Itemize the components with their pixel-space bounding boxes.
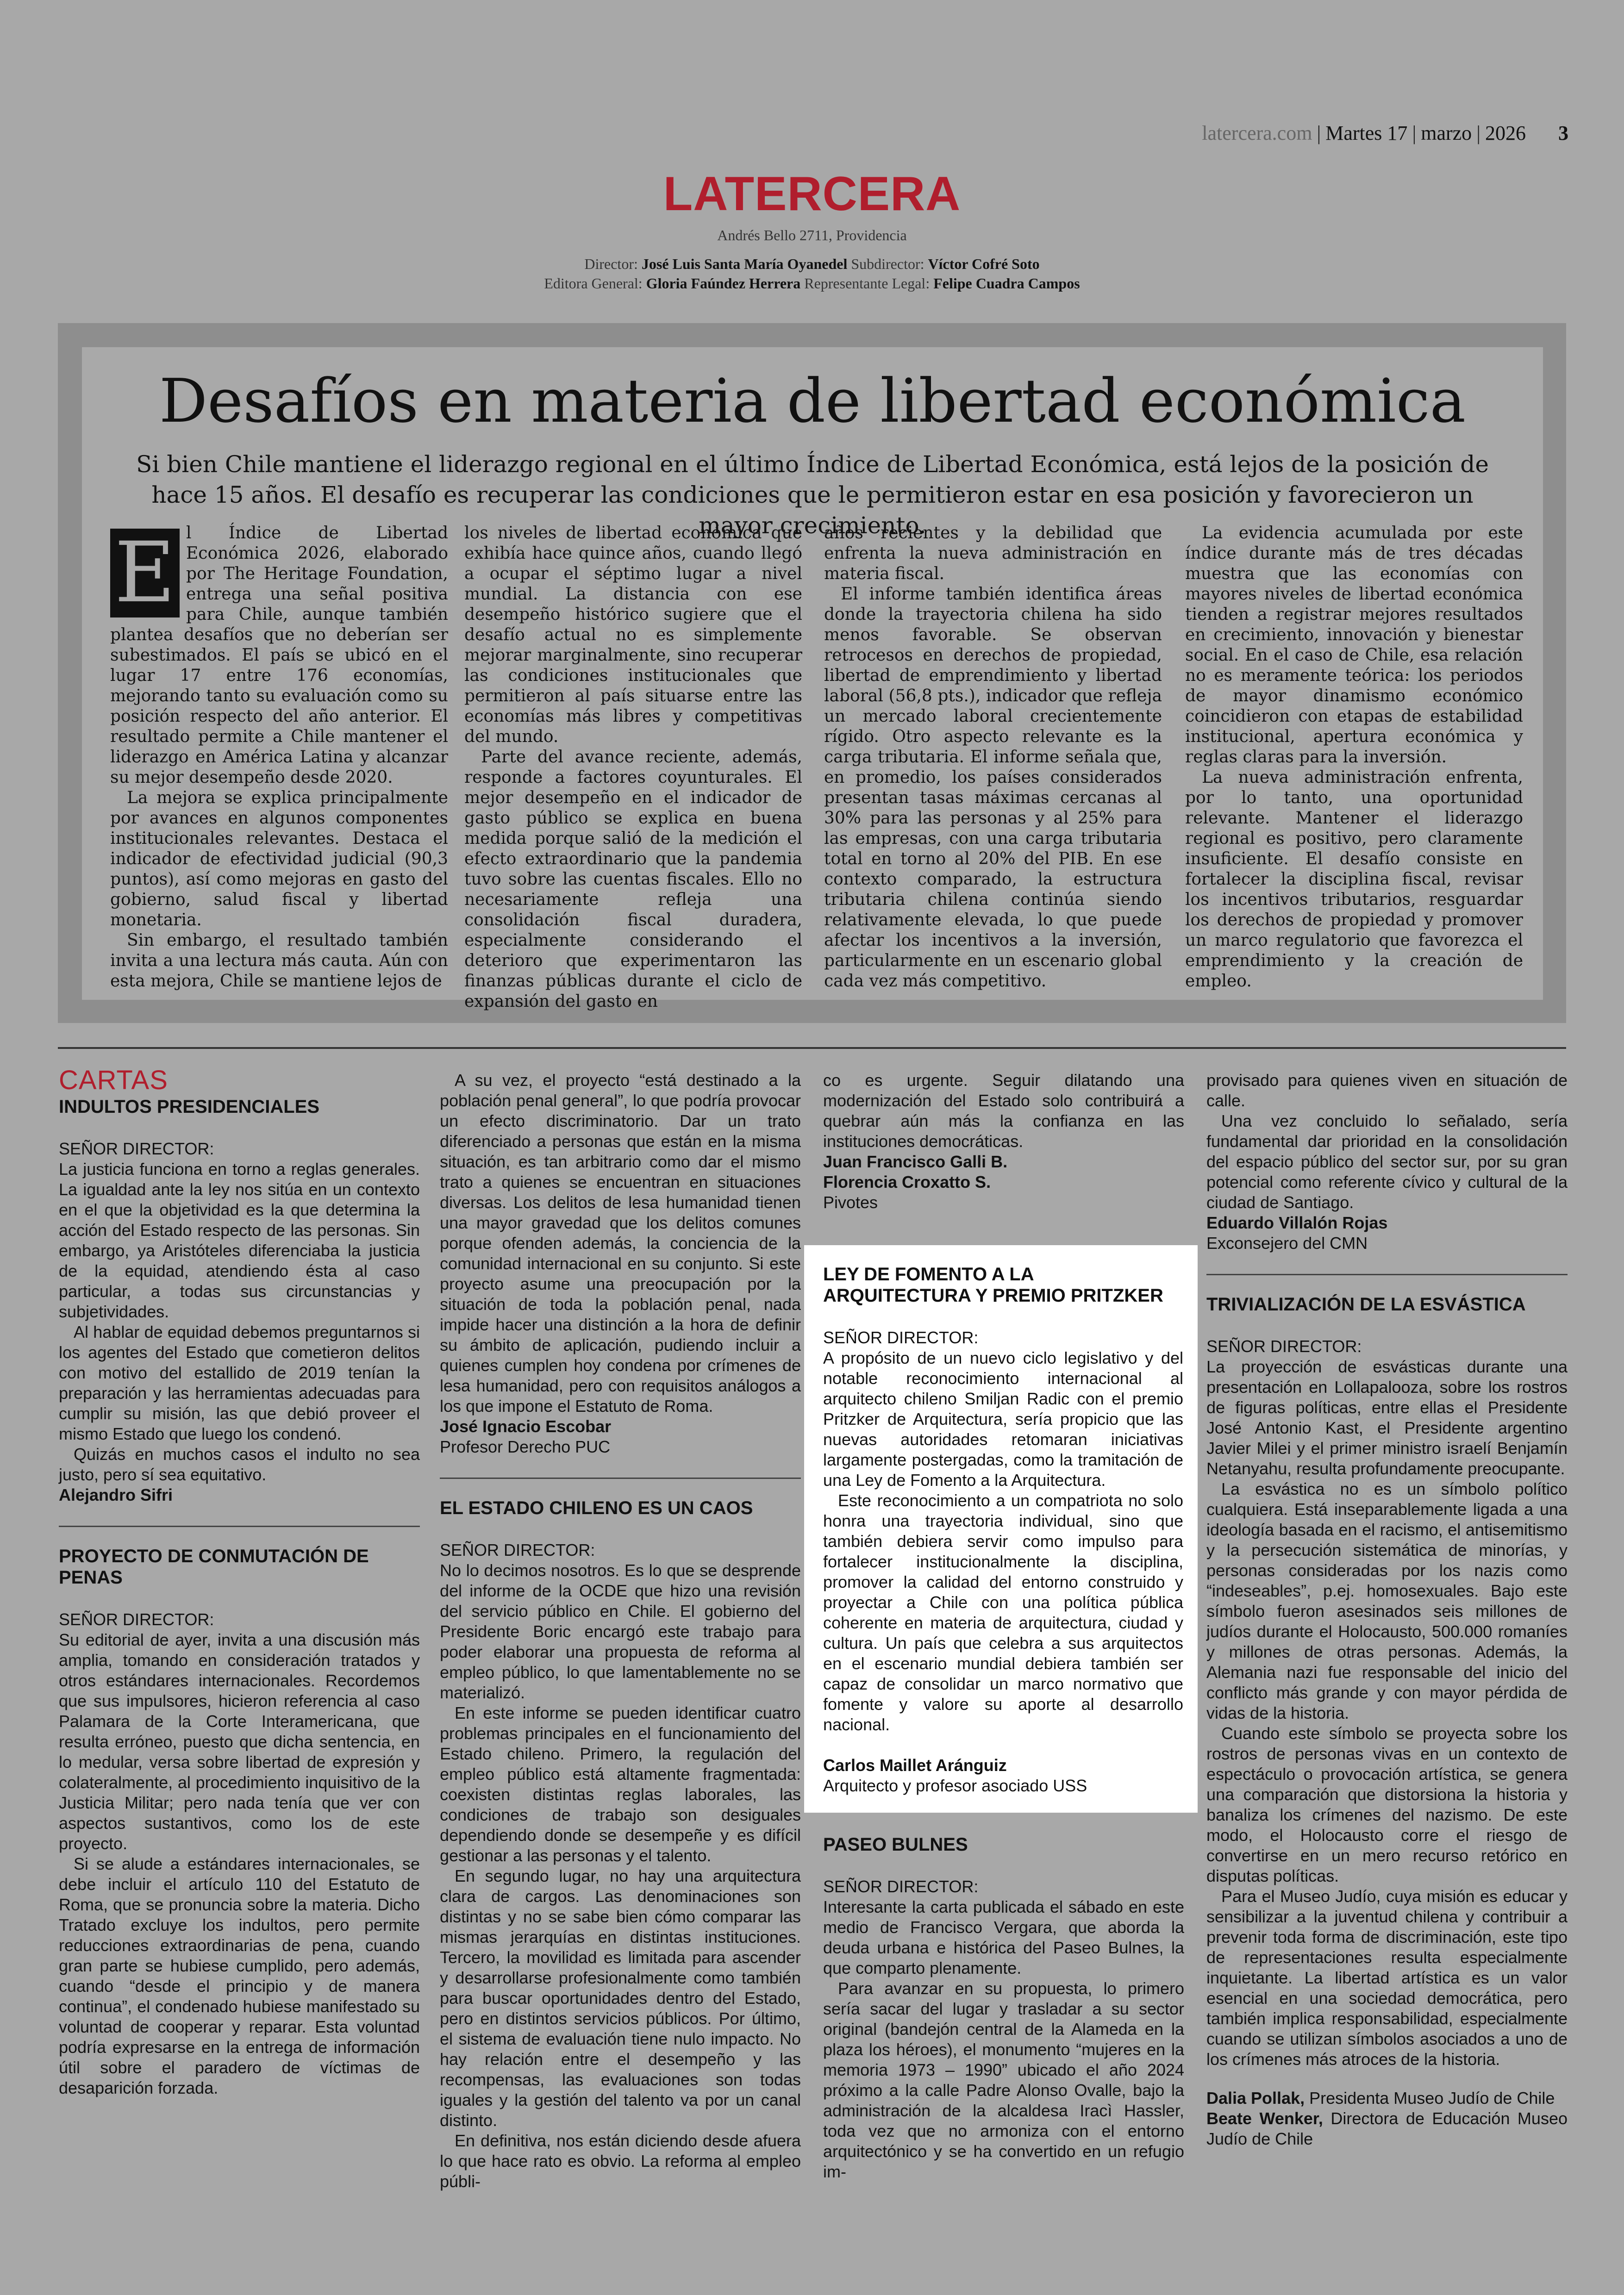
letter-signer-role: Arquitecto y profesor asociado USS: [823, 1776, 1087, 1795]
letter-title-fomento: LEY DE FOMENTO A LA ARQUITECTURA Y PREMIO PRITZKER: [823, 1264, 1163, 1306]
page-folio: latercera.com | Martes 17 | marzo | 2026 3: [1202, 122, 1568, 144]
folio-year: 2026: [1485, 122, 1526, 144]
salutation: SEÑOR DIRECTOR:: [823, 1328, 979, 1347]
letter-title-bulnes: PASEO BULNES: [823, 1834, 968, 1855]
letter-title-caos: EL ESTADO CHILENO ES UN CAOS: [440, 1498, 753, 1518]
letter-signer: Florencia Croxatto S.: [823, 1172, 991, 1191]
letter-title-conmutacion: PROYECTO DE CONMUTACIÓN DE PENAS: [59, 1546, 369, 1588]
salutation: SEÑOR DIRECTOR:: [440, 1540, 595, 1559]
letter-title-esvastica: TRIVIALIZACIÓN DE LA ESVÁSTICA: [1206, 1294, 1526, 1315]
salutation: SEÑOR DIRECTOR:: [59, 1139, 214, 1158]
letter-signer-role: Profesor Derecho PUC: [440, 1437, 611, 1456]
masthead-logo: LATERCERA: [663, 167, 961, 221]
section-rule: [58, 1047, 1566, 1049]
site-url[interactable]: latercera.com: [1202, 122, 1312, 144]
editorial-deck: Si bien Chile mantiene el liderazgo regional en el último Índice de Libertad Económica, está lejos de la posición de hace 15 años. El desafío es recuperar las condiciones que le permitieron estar en esa posición y favorecieron un mayor crecimiento.: [136, 451, 1489, 539]
salutation: SEÑOR DIRECTOR:: [59, 1610, 214, 1629]
salutation: SEÑOR DIRECTOR:: [823, 1877, 979, 1896]
letter-signer-role: Exconsejero del CMN: [1206, 1234, 1368, 1253]
letter-signer: Juan Francisco Galli B.: [823, 1152, 1008, 1171]
salutation: SEÑOR DIRECTOR:: [1206, 1337, 1362, 1356]
editorial-column-3: años recientes y la debilidad que enfrenta la nueva administración en materia fiscal. El informe también identifica áreas donde la trayectoria chilena ha sido menos favorable. Se observan retrocesos en derechos de propiedad, libertad de emprendimiento y libertad laboral (56,8 pts.), indicador que refleja un mercado laboral crecientemente rígido. Otro aspecto relevante es la carga tributaria. El informe señala que, en promedio, los países considerados presentan tasas máximas cercanas al 30% para las personas y al 25% para las empresas, con una carga tributaria total en torno al 20% del PIB. En ese contexto comparado, la estructura tributaria chilena continúa siendo relativamente elevada, lo que puede afectar los incentivos a la inversión, particularmente en un escenario global cada vez más competitivo.: [824, 524, 1162, 991]
letter-divider: [1206, 1274, 1568, 1275]
letters-column-3: co es urgente. Seguir dilatando una modernización del Estado solo contribuirá a quebrar aún más la confianza en las instituciones democráticas. Juan Francisco Galli B. Florencia Croxatto S. Pivotes: [823, 1071, 1184, 1212]
editorial-column-1: E l Índice de Libertad Económica 2026, elaborado por The Heritage Foundation, entrega una señal positiva para Chile, aunque también plantea desafíos que no deberían ser subestimados. El país se ubicó en el lugar 17 entre 176 economías, mejorando tanto su evaluación como su posición respecto del año anterior. El resultado permite a Chile mantener el liderazgo en América Latina y alcanzar su mejor desempeño desde 2020. La mejora se explica principalmente por avances en algunos componentes institucionales relevantes. Destaca el indicador de efectividad judicial (90,3 puntos), así como mejoras en gasto del gobierno, salud fiscal y libertad monetaria. Sin embargo, el resultado también invita a una lectura más cauta. Aún con esta mejora, Chile se mantiene lejos de: [110, 524, 448, 991]
staff-line-2: Editora General: Gloria Faúndez Herrera Representante Legal: Felipe Cuadra Campos: [544, 275, 1080, 292]
staff-line-1: Director: José Luis Santa María Oyanedel Subdirector: Víctor Cofré Soto: [584, 256, 1040, 272]
letter-divider: [440, 1478, 801, 1479]
section-title-cartas: CARTAS: [59, 1065, 168, 1095]
director-name: José Luis Santa María Oyanedel: [641, 256, 848, 272]
rep-name: Felipe Cuadra Campos: [933, 275, 1080, 292]
letter-fomento: LEY DE FOMENTO A LA ARQUITECTURA Y PREMIO PRITZKER SEÑOR DIRECTOR: A propósito de un nuevo ciclo legislativo y del notable reconocimiento internacional al arquitecto chileno Smiljan Radic con el premio Pritzker de Arquitectura, sería propicio que las nuevas autoridades retomaran iniciativas largamente postergadas, como la tramitación de una Ley de Fomento a la Arquitectura. Este reconocimiento a un compatriota no solo honra una trayectoria individual, sino que también debiera servir como impulso para fortalecer institucionalmente la disciplina, promover la calidad del entorno construido y proyectar a Chile con una política pública coherente en materia de arquitectura, ciudad y cultura. Un país que celebra a sus arquitectos en el escenario mundial debiera también ser capaz de consolidar un marco normativo que fomente y valore su aporte al desarrollo nacional. Carlos Maillet Aránguiz Arquitecto y profesor asociado USS: [823, 1264, 1183, 1795]
page-number: 3: [1558, 122, 1568, 144]
folio-weekday: Martes 17: [1325, 122, 1408, 144]
masthead-address: Andrés Bello 2711, Providencia: [717, 227, 907, 243]
letters-column-2: A su vez, el proyecto “está destinado a la población penal general”, lo que podría provocar un efecto discriminatorio. Dar un trato diferenciado a personas que están en la misma situación, es tan arbitrario como dar el mismo trato a quienes se encuentran en situaciones diversas. Los delitos de lesa humanidad tienen una mayor gravedad que los delitos comunes porque ofenden además, la conciencia de la comunidad internacional en su conjunto. Si este proyecto asume una preocupación por la situación de toda la población penal, nada impide hacer una distinción a la hora de definir su ámbito de aplicación, pudiendo incluir a quienes cumplen hoy condena por crímenes de lesa humanidad, pero con requisitos análogos a los que impone el Estatuto de Roma. José Ignacio Escobar Profesor Derecho PUC EL ESTADO CHILENO ES UN CAOS SEÑOR DIRECTOR: No lo decimos nosotros. Es lo que se desprende del informe de la OCDE que hizo una revisión del servicio público en Chile. El gobierno del Presidente Boric encargó este trabajo para poder elaborar una propuesta de reforma al empleo público, lo que lamentablemente no se materializó. En este informe se pueden identificar cuatro problemas principales en el funcionamiento del Estado chileno. Primero, la regulación del empleo público está altamente fragmentada: coexisten distintas reglas laborales, las condiciones de trabajo son desiguales dependiendo donde se desempeñe y es difícil gestionar a las personas y el talento. En segundo lugar, no hay una arquitectura clara de cargos. Las denominaciones son distintas y no se sabe bien cómo comparar las mismas jerarquías en distintas instituciones. Tercero, la movilidad es limitada para ascender y desarrollarse profesionalmente como también para buscar oportunidades dentro del Estado, pero en distintos servicios públicos. Por último, el sistema de evaluación tiene nulo impacto. No hay relación entre el desempeño y las recompensas, las evaluaciones son todas iguales y la gestión del talento va por un canal distinto. En definitiva, nos están diciendo desde afuera lo que hace rato es obvio. La reforma al empleo públi-: [440, 1071, 801, 2191]
letter-divider: [59, 1526, 420, 1527]
letter-signer: José Ignacio Escobar: [440, 1417, 612, 1436]
letters-column-4: provisado para quienes viven en situación de calle. Una vez concluido lo señalado, sería fundamental dar prioridad en la consolidación del espacio público del sector sur, por su gran potencial como referente cívico y cultural de la ciudad de Santiago. Eduardo Villalón Rojas Exconsejero del CMN TRIVIALIZACIÓN DE LA ESVÁSTICA SEÑOR DIRECTOR: La proyección de esvásticas durante una presentación en Lollapalooza, sobre los rostros de figuras políticas, entre ellas el Presidente José Antonio Kast, el Presidente argentino Javier Milei y el primer ministro israelí Benjamín Netanyahu, resulta profundamente preocupante. La esvástica no es un símbolo político cualquiera. Está inseparablemente ligada a una ideología basada en el racismo, el antisemitismo y la persecución sistemática de minorías, y personas consideradas por los nazis como “indeseables”, p.ej. homosexuales. Bajo este símbolo fueron asesinados seis millones de judíos durante el Holocausto, 500.000 romaníes y millones de otras personas. Además, la Alemania nazi fue responsable del inicio del conflicto más grande y con mayor pérdida de vidas de la historia. Cuando este símbolo se proyecta sobre los rostros de personas vivas en un contexto de espectáculo o provocación artística, se genera una comparación que distorsiona la historia y banaliza los crímenes del nazismo. De este modo, el Holocausto corre el riesgo de convertirse en un mero recurso retórico en disputas políticas. Para el Museo Judío, cuya misión es educar y sensibilizar a la juventud chilena y contribuir a prevenir toda forma de discriminación, este tipo de representaciones resulta especialmente inquietante. La libertad artística es un valor esencial en una sociedad democrática, pero también implica responsabilidad, especialmente cuando se utilizan símbolos asociados a uno de los crímenes más atroces de la historia. Dalia Pollak, Presidenta Museo Judío de Chile Beate Wenker, Directora de Educación Museo Judío de Chile: [1206, 1071, 1568, 2148]
letter-title-indultos: INDULTOS PRESIDENCIALES: [59, 1097, 320, 1117]
letter-signer: Carlos Maillet Aránguiz: [823, 1756, 1007, 1775]
folio-month: marzo: [1421, 122, 1472, 144]
letter-signer: Eduardo Villalón Rojas: [1206, 1213, 1388, 1232]
editorial-column-4: La evidencia acumulada por este índice durante más de tres décadas muestra que las economías con mayores niveles de libertad económica tienden a registrar mejores resultados en crecimiento, innovación y bienestar social. En el caso de Chile, esa relación no es meramente teórica: los periodos de mayor dinamismo económico coincidieron con etapas de estabilidad institucional, apertura económica y reglas claras para la inversión. La nueva administración enfrenta, por lo tanto, una oportunidad relevante. Mantener el liderazgo regional es positivo, pero claramente insuficiente. El desafío consiste en fortalecer la disciplina fiscal, revisar los incentivos tributarios, resguardar los derechos de propiedad y promover un marco regulatorio que favorezca el emprendimiento y la creación de empleo.: [1185, 524, 1523, 991]
letters-column-1: CARTAS INDULTOS PRESIDENCIALES SEÑOR DIRECTOR: La justicia funciona en torno a reglas generales. La igualdad ante la ley nos sitúa en un contexto en el que la objetividad es la que determina la acción del Estado respecto de las personas. Sin embargo, ya Aristóteles diferenciaba la justicia de la equidad, atendiendo ésta al caso particular, a todas sus circunstancias y subjetividades. Al hablar de equidad debemos preguntarnos si los agentes del Estado que cometieron delitos con motivo del estallido de 2019 tenían la preparación y las herramientas adecuadas para cumplir su misión, las que debió proveer el mismo Estado que luego los condenó. Quizás en muchos casos el indulto no sea justo, pero sí sea equitativo. Alejandro Sifri PROYECTO DE CONMUTACIÓN DE PENAS SEÑOR DIRECTOR: Su editorial de ayer, invita a una discusión más amplia, tomando en consideración tratados y otros estándares internacionales. Recordemos que sus impulsores, hicieron referencia al caso Palamara de la Corte Interamericana, que resulta erróneo, puesto que dicha sentencia, en lo medular, versa sobre libertad de expresión y colateralmente, al procedimiento inquisitivo de la Justicia Militar; pero nada tenía que ver con aspectos sustantivos, como los de este proyecto. Si se alude a estándares internacionales, se debe incluir el artículo 110 del Estatuto de Roma, que se pronuncia sobre la materia. Dicho Tratado excluye los indultos, pero permite reducciones extraordinarias de pena, cuando gran parte se hubiese cumplido, pero además, cuando “desde el principio y de manera continua”, el condenado hubiese manifestado su voluntad de cooperar y reparar. Esta voluntad podría expresarse en la entrega de información útil sobre el paradero de víctimas de desaparición forzada.: [59, 1065, 420, 2097]
editora-name: Gloria Faúndez Herrera: [646, 275, 801, 292]
letter-bulnes: PASEO BULNES SEÑOR DIRECTOR: Interesante la carta publicada el sábado en este medio de Francisco Vergara, que aborda la deuda urbana e histórica del Paseo Bulnes, la que comparto plenamente. Para avanzar en su propuesta, lo primero sería sacar del lugar y trasladar a su sector original (bandejón central de la Alameda en la plaza los héroes), el monumento “mujeres en la memoria 1973 – 1990” ubicado el año 2024 próximo a la calle Padre Alonso Ovalle, bajo la administración de la alcaldesa Iracì Hassler, toda vez que no armoniza con el entorno arquitectónico y se ha convertido en un refugio im-: [823, 1834, 1184, 2181]
letter-signer-role: Pivotes: [823, 1193, 878, 1212]
subdirector-name: Víctor Cofré Soto: [928, 256, 1040, 272]
editorial-column-2: los niveles de libertad económica que exhibía hace quince años, cuando llegó a ocupar el séptimo lugar a nivel mundial. La distancia con ese desempeño histórico sugiere que el desafío actual no es simplemente mejorar marginalmente, sino recuperar las condiciones institucionales que permitieron al país situarse entre las economías más libres y competitivas del mundo. Parte del avance reciente, además, responde a factores coyunturales. El mejor desempeño en el indicador de gasto público se explica en buena medida porque salió de la medición el efecto extraordinario que la pandemia tuvo sobre las cuentas fiscales. Ello no necesariamente refleja una consolidación fiscal duradera, especialmente considerando el deterioro que experimentaron las finanzas públicas durante el ciclo de expansión del gasto en: [464, 524, 802, 1011]
editorial-title: Desafíos en materia de libertad económica: [159, 366, 1466, 436]
letter-signature-1: Dalia Pollak, Presidenta Museo Judío de Chile: [1206, 2089, 1555, 2108]
drop-cap: E: [110, 529, 180, 617]
letter-signature-2: Beate Wenker, Directora de Educación Museo Judío de Chile: [1206, 2109, 1568, 2148]
letter-signer: Alejandro Sifri: [59, 1485, 173, 1504]
